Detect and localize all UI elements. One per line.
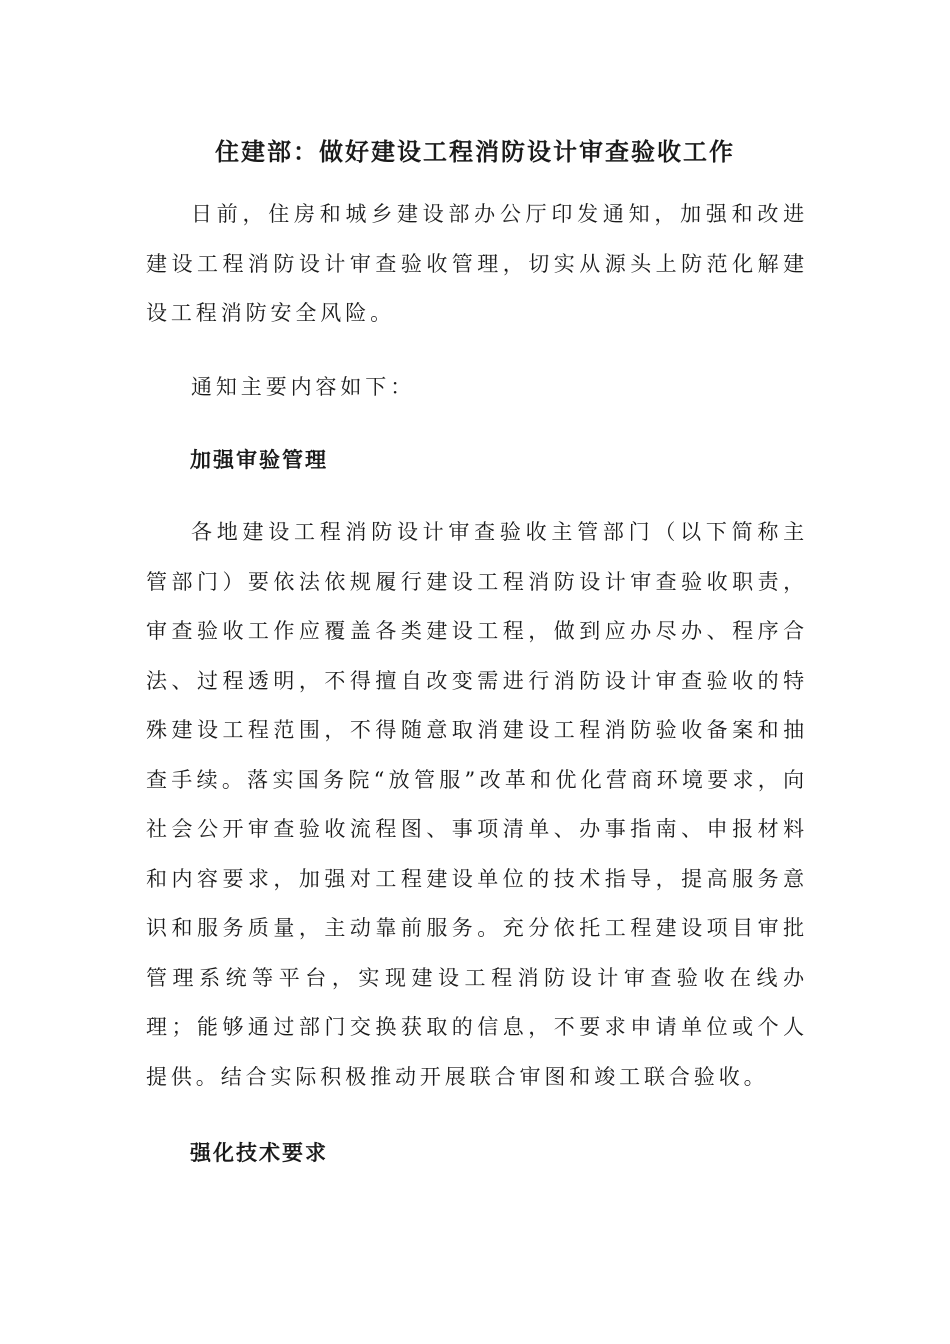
lead-paragraph: 通知主要内容如下： (191, 375, 416, 399)
section-body-review-management: 各地建设工程消防设计审查验收主管部门（以下简称主管部门）要依法依规履行建设工程消防设计审查验收职责，审查验收工作应覆盖各类建设工程，做到应办尽办、程序合法、过程透明，不得擅自改变需进行消防设计审查验收的特殊建设工程范围，不得随意取消建设工程消防验收备案和抽查手续。落实国务院“放管服”改革和优化营商环境要求，向社会公开审查验收流程图、事项清单、办事指南、申报材料和内容要求，加强对工程建设单位的技术指导，提高服务意识和服务质量，主动靠前服务。充分依托工程建设项目审批管理系统等平台，实现建设工程消防设计审查验收在线办理；能够通过部门交换获取的信息，不要求申请单位或个人提供。结合实际积极推动开展联合审图和竣工联合验收。 (146, 520, 808, 1089)
document-title: 住建部：做好建设工程消防设计审查验收工作 (215, 138, 735, 166)
section-heading-review-management: 加强审验管理 (190, 448, 328, 472)
intro-paragraph: 日前，住房和城乡建设部办公厅印发通知，加强和改进建设工程消防设计审查验收管理，切实从源头上防范化解建设工程消防安全风险。 (146, 202, 808, 325)
section-heading-technical-requirements: 强化技术要求 (190, 1141, 328, 1165)
